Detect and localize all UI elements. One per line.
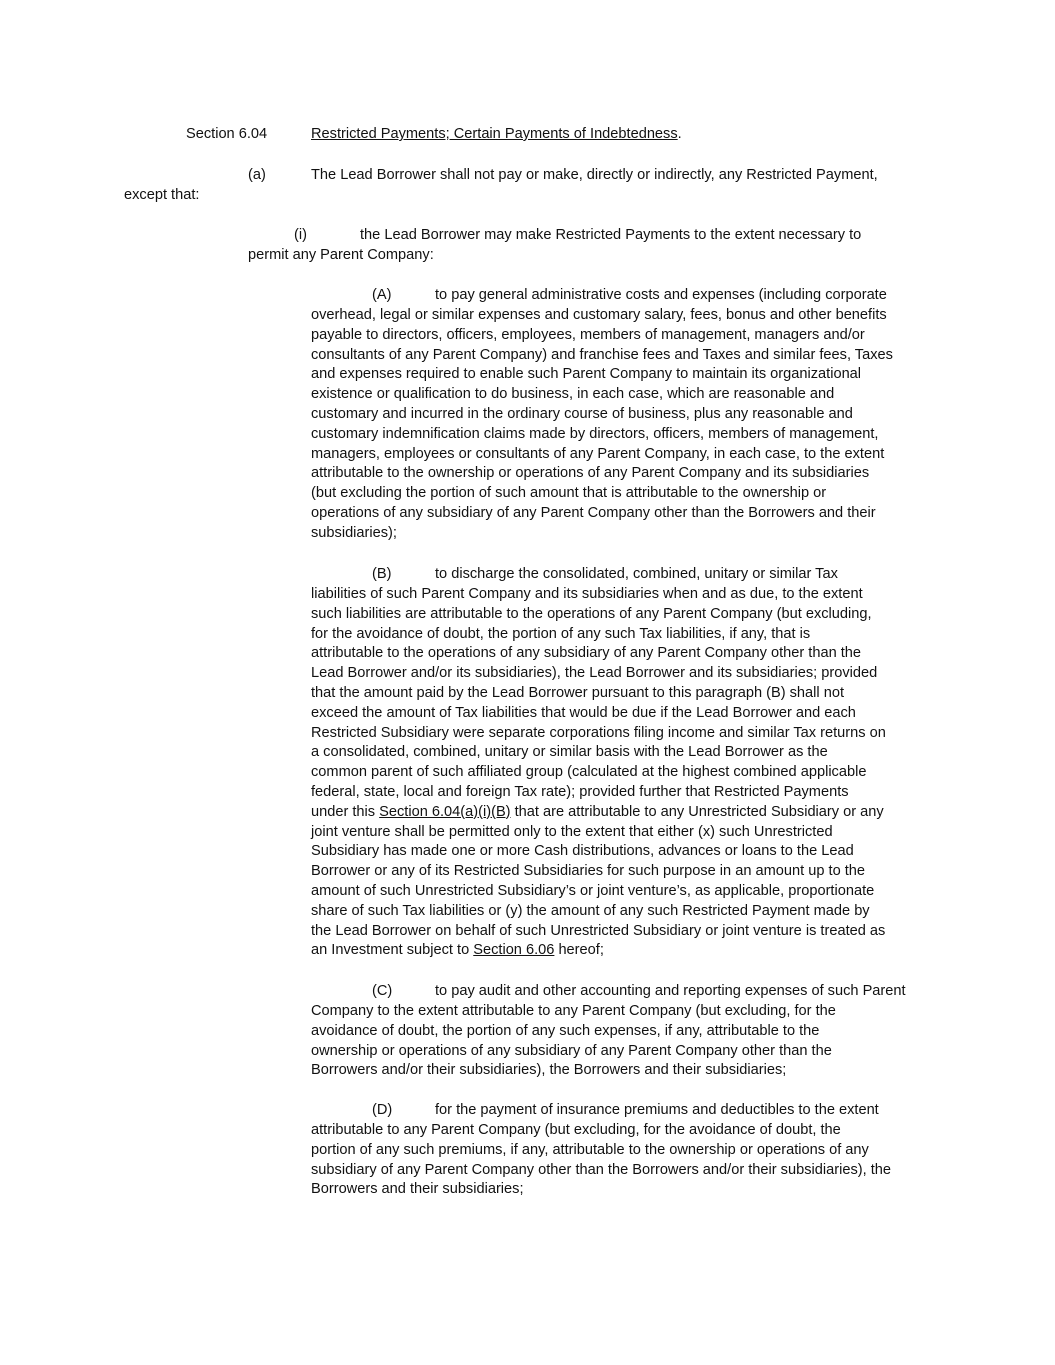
clause-i-text-line1: the Lead Borrower may make Restricted Payments to the extent necessary to — [360, 227, 862, 243]
clause-D-line: Borrowers and their subsidiaries; — [311, 1181, 524, 1198]
clause-B-line: to discharge the consolidated, combined, unitary or similar Tax — [435, 566, 838, 582]
clause-A-line: subsidiaries); — [311, 524, 397, 541]
section-title: Restricted Payments; Certain Payments of Indebtedness — [311, 126, 678, 142]
clause-B-line: Borrower or any of its Restricted Subsidiaries for such purpose in an amount up to the — [311, 863, 866, 880]
clause-B-line: for the avoidance of doubt, the portion of any such Tax liabilities, if any, that is — [311, 625, 811, 642]
clause-A-line: managers, employees or consultants of any Parent Company, in each case, to the extent — [311, 445, 885, 462]
clause-B-line: the Lead Borrower on behalf of such Unrestricted Subsidiary or joint venture is treated as — [311, 922, 886, 939]
clause-B-label: (B) — [372, 566, 392, 582]
clause-A-line: customary indemnification claims made by directors, officers, members of management, — [311, 425, 879, 442]
clause-A-line: operations of any subsidiary of any Parent Company other than the Borrowers and their — [311, 504, 876, 521]
clause-A-body — [311, 306, 893, 544]
clause-B-line: Subsidiary has made one or more Cash distributions, advances or loans to the Lead — [311, 843, 854, 860]
clause-A-line: overhead, legal or similar expenses and customary salary, fees, bonus and other benefits — [311, 307, 887, 323]
clause-D-line: subsidiary of any Parent Company other than the Borrowers and/or their subsidiaries), the — [311, 1161, 891, 1178]
clause-B-line: joint venture shall be permitted only to the extent that either (x) such Unrestricted — [311, 823, 833, 840]
clause-B-line: federal, state, local and foreign Tax rate); provided further that Restricted Payments — [311, 783, 849, 800]
clause-B-line: attributable to the operations of any subsidiary of any Parent Company other than the — [311, 645, 862, 662]
clause-B-line: liabilities of such Parent Company and its subsidiaries when and as due, to the extent — [311, 586, 863, 602]
section-6-04-a-i-B-link[interactable]: Section 6.04(a)(i)(B) — [379, 803, 511, 820]
clause-C-label: (C) — [372, 983, 393, 999]
clause-B-last-prefix: an Investment subject to — [311, 942, 474, 959]
clause-B-ref-prefix: under this — [311, 803, 380, 820]
clause-C-body — [311, 1002, 836, 1081]
clause-B-line: exceed the amount of Tax liabilities that would be due if the Lead Borrower and each — [311, 704, 856, 721]
section-number: Section 6.04 — [186, 126, 268, 142]
clause-D-label: (D) — [372, 1102, 393, 1118]
clause-A-line: consultants of any Parent Company) and franchise fees and Taxes and similar fees, Taxes — [311, 346, 893, 363]
clause-B-line: that the amount paid by the Lead Borrower pursuant to this paragraph (B) shall not — [311, 684, 844, 701]
clause-i-text-line2: permit any Parent Company: — [248, 247, 434, 263]
clause-i-label: (i) — [294, 227, 307, 243]
clause-a-label: (a) — [248, 167, 266, 183]
clause-a-text-line2: except that: — [124, 187, 200, 203]
section-heading — [311, 125, 682, 145]
clause-B-line: share of such Tax liabilities or (y) the amount of any such Restricted Payment made by — [311, 902, 870, 919]
clause-B-last-suffix: hereof; — [554, 942, 604, 959]
clause-B-line: common parent of such affiliated group (calculated at the highest combined applicable — [311, 764, 867, 781]
clause-B-body — [311, 585, 886, 961]
clause-D-line: portion of any such premiums, if any, attributable to the ownership or operations of any — [311, 1141, 869, 1158]
section-6-06-link[interactable]: Section 6.06 — [473, 942, 555, 959]
clause-B-line: amount of such Unrestricted Subsidiary’s or joint venture’s, as applicable, proportionate — [311, 882, 875, 899]
clause-B-line: such liabilities are attributable to the operations of any Parent Company (but excluding, — [311, 605, 872, 622]
clause-A-line: payable to directors, officers, employees, members of management, managers and/or — [311, 326, 865, 343]
clause-B-line: Restricted Subsidiary were separate corporations filing income and similar Tax returns on — [311, 724, 886, 741]
clause-A-line: customary and incurred in the ordinary course of business, plus any reasonable and — [311, 405, 853, 422]
clause-A-label: (A) — [372, 287, 392, 303]
clause-B-ref-suffix: that are attributable to any Unrestricted Subsidiary or any — [510, 803, 884, 820]
clause-D-line: for the payment of insurance premiums and deductibles to the extent — [435, 1102, 879, 1118]
clause-A-line: attributable to the ownership or operations of any Parent Company and its subsidiaries — [311, 465, 870, 482]
clause-a-text-line1: The Lead Borrower shall not pay or make, directly or indirectly, any Restricted Payment, — [311, 167, 878, 183]
clause-C-line: Borrowers and/or their subsidiaries), the Borrowers and their subsidiaries; — [311, 1062, 787, 1079]
clause-D-line: attributable to any Parent Company (but excluding, for the avoidance of doubt, the — [311, 1122, 841, 1138]
clause-D-body — [311, 1121, 891, 1200]
clause-B-line: a consolidated, combined, unitary or similar basis with the Lead Borrower as the — [311, 744, 828, 761]
clause-A-line: and expenses required to enable such Parent Company to maintain its organizational — [311, 366, 862, 383]
clause-A-line: to pay general administrative costs and expenses (including corporate — [435, 287, 887, 303]
clause-A-line: existence or qualification to do business, in each case, which are reasonable and — [311, 386, 835, 403]
clause-C-line: avoidance of doubt, the portion of any such expenses, if any, attributable to the — [311, 1022, 820, 1039]
clause-B-line: Lead Borrower and/or its subsidiaries), the Lead Borrower and its subsidiaries; provided — [311, 665, 878, 682]
section-title-suffix: . — [677, 126, 682, 142]
clause-B-last-line — [311, 941, 886, 961]
clause-C-line: Company to the extent attributable to any Parent Company (but excluding, for the — [311, 1003, 836, 1019]
clause-A-line: (but excluding the portion of such amount that is attributable to the ownership or — [311, 485, 827, 502]
clause-C-line: to pay audit and other accounting and reporting expenses of such Parent — [435, 983, 906, 999]
clause-B-ref-line — [311, 803, 886, 823]
clause-C-line: ownership or operations of any subsidiary of any Parent Company other than the — [311, 1042, 832, 1059]
